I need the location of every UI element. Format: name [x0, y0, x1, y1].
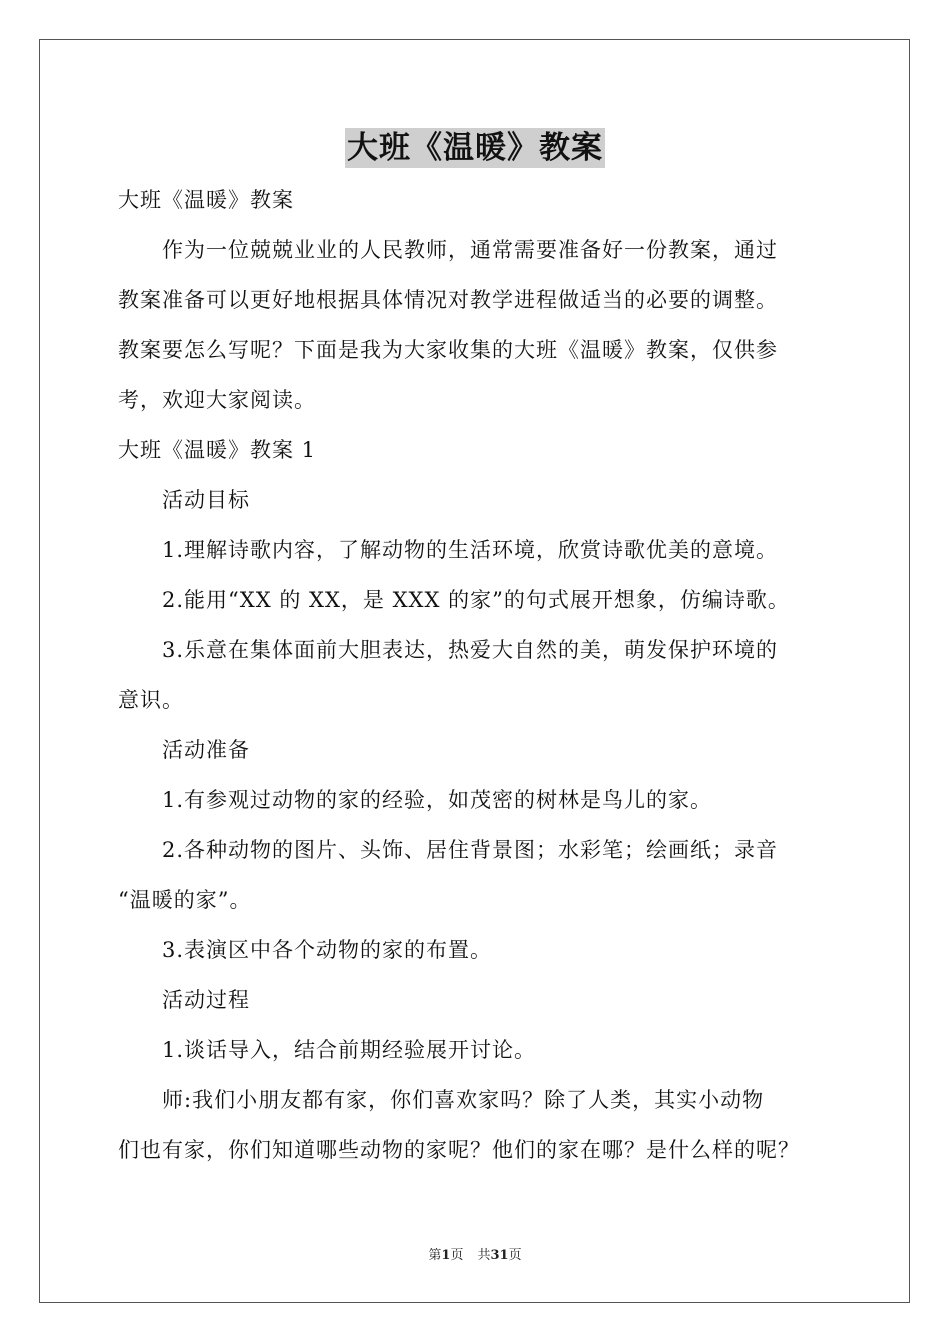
body-line: 1.有参观过动物的家的经验，如茂密的树林是鸟儿的家。: [162, 788, 713, 812]
body-line: 们也有家，你们知道哪些动物的家呢？他们的家在哪？是什么样的呢？: [118, 1138, 800, 1162]
body-line: 作为一位兢兢业业的人民教师，通常需要准备好一份教案，通过: [162, 238, 778, 262]
page-number: 1: [441, 1248, 451, 1263]
body-line: 师:我们小朋友都有家，你们喜欢家吗？除了人类，其实小动物: [162, 1088, 765, 1112]
title-container: [0, 128, 950, 168]
total-suffix: 页: [508, 1248, 522, 1263]
body-line: 教案准备可以更好地根据具体情况对教学进程做适当的必要的调整。: [118, 288, 778, 312]
body-line: 考，欢迎大家阅读。: [118, 388, 316, 412]
body-line: 大班《温暖》教案 1: [118, 438, 317, 462]
body-line: 1.理解诗歌内容，了解动物的生活环境，欣赏诗歌优美的意境。: [162, 538, 779, 562]
body-line: 活动过程: [162, 988, 250, 1012]
body-line: 2.各种动物的图片、头饰、居住背景图；水彩笔；绘画纸；录音: [162, 838, 779, 862]
body-line: 活动准备: [162, 738, 250, 762]
document-body: [118, 175, 836, 1175]
page-footer: [0, 1247, 950, 1265]
body-line: 大班《温暖》教案: [118, 188, 294, 212]
body-line: 活动目标: [162, 488, 250, 512]
document-title: 大班《温暖》教案: [347, 130, 603, 166]
body-line: 意识。: [118, 688, 184, 712]
body-line: 2.能用“XX 的 XX，是 XXX 的家”的句式展开想象，仿编诗歌。: [162, 588, 790, 612]
body-line: 3.表演区中各个动物的家的布置。: [162, 938, 493, 962]
body-line: 教案要怎么写呢？下面是我为大家收集的大班《温暖》教案，仅供参: [118, 338, 778, 362]
page-prefix: 第: [428, 1248, 442, 1263]
body-line: “温暖的家”。: [118, 888, 252, 912]
body-line: 1.谈话导入，结合前期经验展开讨论。: [162, 1038, 537, 1062]
body-line: 3.乐意在集体面前大胆表达，热爱大自然的美，萌发保护环境的: [162, 638, 779, 662]
total-prefix: 共: [477, 1248, 491, 1263]
total-pages: 31: [490, 1248, 509, 1263]
page-suffix: 页: [450, 1248, 464, 1263]
